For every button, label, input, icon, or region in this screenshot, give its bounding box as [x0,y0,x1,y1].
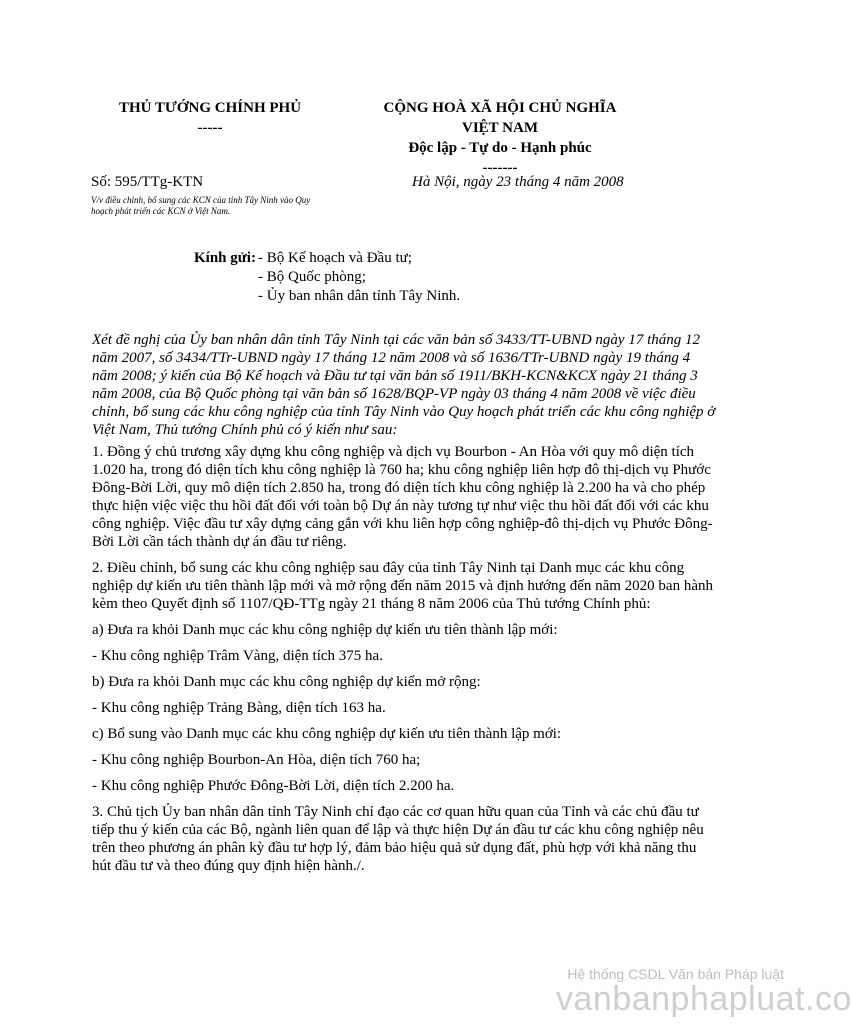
recipient-row [194,287,460,306]
authority-block [90,98,330,138]
authority-rule: ----- [197,120,223,136]
national-motto-block [345,98,655,178]
clause-3: 3. Chủ tịch Ủy ban nhân dân tỉnh Tây Ninh chỉ đạo các cơ quan hữu quan của Tỉnh và các chủ đầu tư tiếp thu ý kiến của các Bộ, ngành liên quan để lập và thực hiện Dự án đầu tư các khu công nghiệp nêu trên theo phương án phân kỳ đầu tư hợp lý, đảm bảo hiệu quả sử dụng đất, phù hợp với khả năng thu hút đầu tư và theo đúng quy định hiện hành./. [92,804,704,874]
preamble-paragraph: Xét đề nghị của Ủy ban nhân dân tỉnh Tây Ninh tại các văn bản số 3433/TT-UBND ngày 17 tháng 12 năm 2007, số 3434/TTr-UBND ngày 17 tháng 12 năm 2008 và số 1636/TTr-UBND ngày 19 tháng 4 năm 2008; ý kiến của Bộ Kế hoạch và Đầu tư tại văn bản số 1911/BKH-KCN&KCX ngày 21 tháng 3 năm 2008, của Bộ Quốc phòng tại văn bản số 1628/BQP-VP ngày 03 tháng 4 năm 2008 về việc điều chỉnh, bổ sung các khu công nghiệp của tỉnh Tây Ninh vào Quy hoạch phát triển các khu công nghiệp ở Việt Nam, Thủ tướng Chính phủ có ý kiến như sau: [92,332,716,438]
clause-2a: a) Đưa ra khỏi Danh mục các khu công nghiệp dự kiến ưu tiên thành lập mới: [92,622,558,638]
motto-rule: ------- [482,160,518,176]
document-summary [91,195,376,217]
recipient-row [194,249,460,268]
recipient-row [194,268,460,287]
clause-2c: c) Bổ sung vào Danh mục các khu công nghiệp dự kiến ưu tiên thành lập mới: [92,726,562,742]
motto-line-3: Độc lập - Tự do - Hạnh phúc [408,140,592,156]
watermark-caption: Hệ thống CSDL Văn bản Pháp luật [567,966,784,982]
clause-2a-item: - Khu công nghiệp Trâm Vàng, diện tích 375 ha. [92,648,383,664]
summary-line-1: V/v điều chỉnh, bổ sung các KCN của tỉnh Tây Ninh vào Quy [91,195,311,205]
document-date: Hà Nội, ngày 23 tháng 4 năm 2008 [412,174,624,190]
clause-2: 2. Điều chỉnh, bổ sung các khu công nghiệp sau đây của tỉnh Tây Ninh tại Danh mục các khu công nghiệp dự kiến ưu tiên thành lập mới và mở rộng đến năm 2015 và định hướng đến năm 2020 ban hành kèm theo Quyết định số 1107/QĐ-TTg ngày 21 tháng 8 năm 2006 của Thủ tướng Chính phủ: [92,560,713,612]
recipients-block [194,249,460,306]
clause-2b-item: - Khu công nghiệp Trảng Bàng, diện tích 163 ha. [92,700,386,716]
motto-line-2: VIỆT NAM [462,120,538,136]
recipient-item: - Bộ Kế hoạch và Đầu tư; [258,250,412,266]
clause-2c-item: - Khu công nghiệp Phước Đông-Bời Lời, diện tích 2.200 ha. [92,778,455,794]
document-number: Số: 595/TTg-KTN [91,174,204,190]
document-body [92,331,716,883]
clause-2b: b) Đưa ra khỏi Danh mục các khu công nghiệp dự kiến mở rộng: [92,674,481,690]
motto-line-1: CỘNG HOÀ XÃ HỘI CHỦ NGHĨA [383,100,617,116]
watermark-site: vanbanphapluat.co [556,980,852,1018]
recipients-label: Kính gửi: [194,250,256,266]
recipient-item: - Bộ Quốc phòng; [258,269,366,285]
clause-2c-item: - Khu công nghiệp Bourbon-An Hòa, diện tích 760 ha; [92,752,421,768]
clause-1: 1. Đồng ý chủ trương xây dựng khu công nghiệp và dịch vụ Bourbon - An Hòa với quy mô diện tích 1.020 ha, trong đó diện tích khu công nghiệp là 760 ha; khu công nghiệp liên hợp đô thị-dịch vụ Phước Đông-Bời Lời, quy mô diện tích 2.850 ha, trong đó diện tích khu công nghiệp là 2.200 ha và cho phép thực hiện việc việc thu hồi đất đối với toàn bộ Dự án này tương tự như việc thu hồi đất đối với các khu công nghiệp. Việc đầu tư xây dựng cảng gắn với khu liên hợp công nghiệp-đô thị-dịch vụ Phước Đông-Bời Lời cần tách thành dự án đầu tư riêng. [92,444,713,550]
summary-line-2: hoạch phát triển các KCN ở Việt Nam. [91,206,231,216]
recipient-item: - Ủy ban nhân dân tỉnh Tây Ninh. [258,288,461,304]
issuing-authority: THỦ TƯỚNG CHÍNH PHỦ [118,100,302,116]
